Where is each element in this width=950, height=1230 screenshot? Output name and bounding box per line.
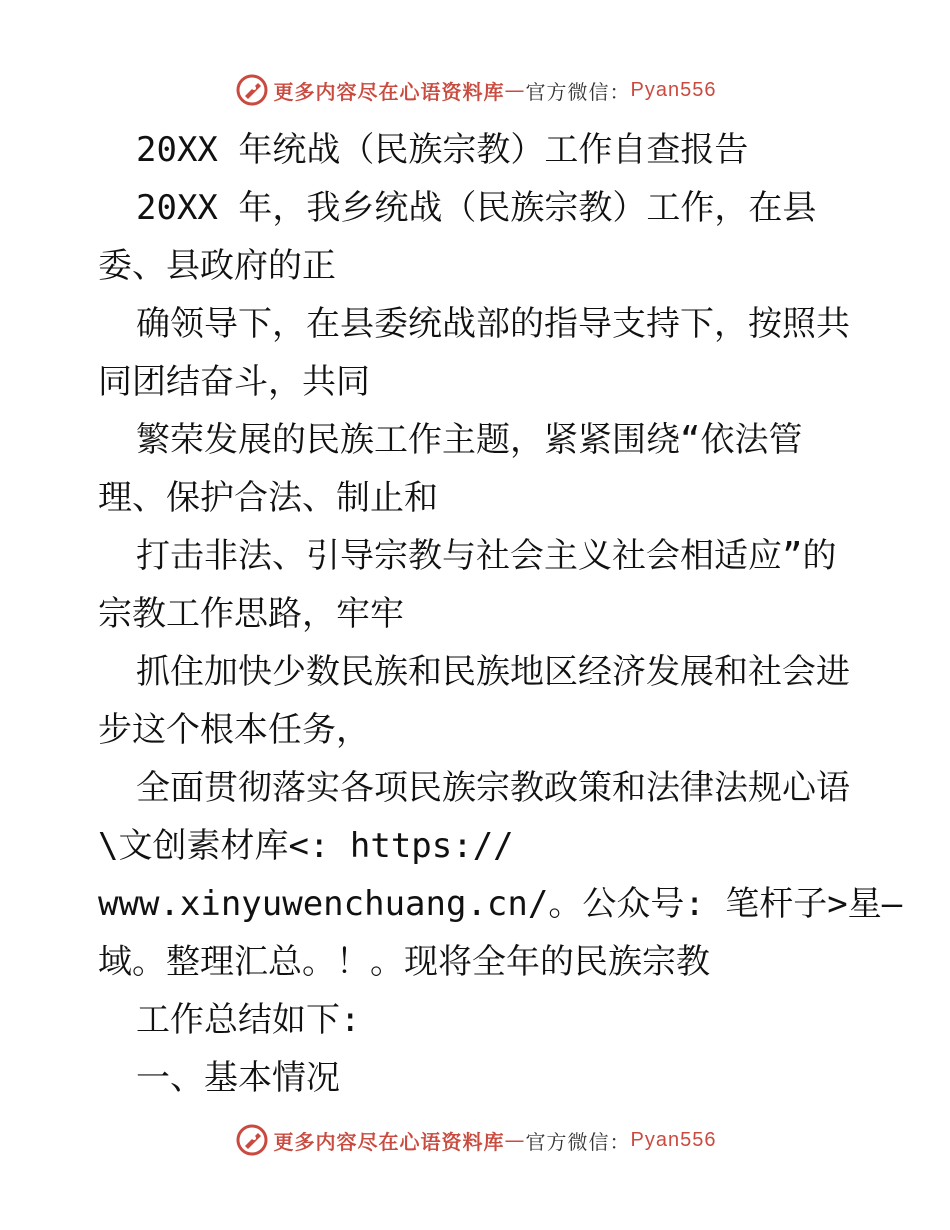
pen-nib-icon xyxy=(234,1122,270,1158)
paragraph-line: 抓住加快少数民族和民族地区经济发展和社会进 xyxy=(136,652,850,692)
watermark-separator: — xyxy=(504,1128,526,1152)
watermark-main-text: 更多内容尽在心语资料库 xyxy=(273,1129,505,1154)
watermark-wechat-id: Pyan556 xyxy=(630,78,717,101)
paragraph-line: 宗教工作思路，牢牢 xyxy=(98,594,404,634)
paragraph-line: www.xinyuwenchuang.cn/。公众号: 笔杆子>星— xyxy=(98,884,903,924)
document-title: 20XX 年统战（民族宗教）工作自查报告 xyxy=(136,130,749,170)
paragraph-line: 繁荣发展的民族工作主题，紧紧围绕“依法管 xyxy=(136,420,803,460)
pen-nib-icon xyxy=(234,72,270,108)
paragraph-line: 工作总结如下: xyxy=(136,1000,361,1040)
watermark-banner-bottom xyxy=(0,1120,950,1160)
watermark-wechat-label: 官方微信： xyxy=(525,1129,631,1154)
watermark-separator: — xyxy=(504,78,526,102)
paragraph-line: 步这个根本任务， xyxy=(98,710,370,750)
paragraph-line: 理、保护合法、制止和 xyxy=(98,478,438,518)
watermark-wechat-id: Pyan556 xyxy=(630,1128,717,1151)
watermark-banner-top xyxy=(0,70,950,110)
paragraph-line: 打击非法、引导宗教与社会主义社会相适应”的 xyxy=(136,536,837,576)
paragraph-line: \文创素材库<: https:// xyxy=(98,826,514,866)
paragraph-line: 确领导下，在县委统战部的指导支持下，按照共 xyxy=(136,304,850,344)
paragraph-line: 全面贯彻落实各项民族宗教政策和法律法规心语 xyxy=(136,768,850,808)
document-body xyxy=(98,121,903,1107)
paragraph-line: 20XX 年，我乡统战（民族宗教）工作，在县 xyxy=(136,188,817,228)
paragraph-line: 同团结奋斗，共同 xyxy=(98,362,370,402)
paragraph-line: 域。整理汇总。！。现将全年的民族宗教 xyxy=(98,942,710,982)
paragraph-line: 委、县政府的正 xyxy=(98,246,336,286)
watermark-wechat-label: 官方微信： xyxy=(525,79,631,104)
watermark-main-text: 更多内容尽在心语资料库 xyxy=(273,79,505,104)
section-heading: 一、基本情况 xyxy=(136,1058,340,1098)
